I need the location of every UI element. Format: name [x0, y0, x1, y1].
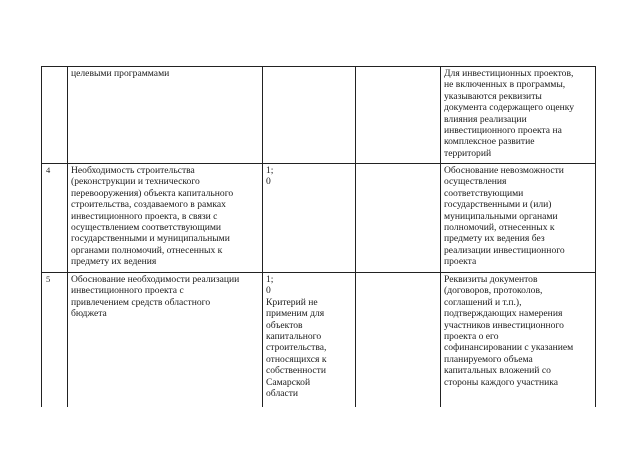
empty-cell: [356, 273, 441, 408]
table-row: [42, 67, 596, 164]
criterion-value: [263, 67, 356, 164]
criterion-note: Реквизиты документов (договоров, протоколов, соглашений и т.п.), подтверждающих намерения участников инвестиционного проекта о его софинансировании с указанием планируемого объема капитальных вложений со стороны каждого участника: [441, 273, 596, 408]
criterion-note: Для инвестиционных проектов, не включенных в программы, указываются реквизиты документа содержащего оценку влияния реализации инвестиционного проекта на комплексное развитие территорий: [441, 67, 596, 164]
row-number: [42, 67, 68, 164]
table-row: [42, 273, 596, 408]
empty-cell: [356, 67, 441, 164]
criteria-table: [41, 66, 596, 407]
row-number: 4: [42, 164, 68, 273]
empty-cell: [356, 164, 441, 273]
criterion-text: Необходимость строительства (реконструкции и технического перевооружения) объекта капитального строительства, создаваемого в рамках инвестиционного проекта, в связи с осуществлением соответствующими государственными и муниципальными органами полномочий, отнесенных к предмету их ведения: [68, 164, 263, 273]
row-number: 5: [42, 273, 68, 408]
criterion-value: 1; 0 Критерий не применим для объектов капитального строительства, относящихся к собственности Самарской области: [263, 273, 356, 408]
table-row: [42, 164, 596, 273]
criterion-note: Обоснование невозможности осуществления соответствующими государственными и (или) муниципальными органами полномочий, отнесенных к предмету их ведения без реализации инвестиционного проекта: [441, 164, 596, 273]
criterion-text: Обоснование необходимости реализации инвестиционного проекта с привлечением средств областного бюджета: [68, 273, 263, 408]
criterion-value: 1; 0: [263, 164, 356, 273]
criterion-text: целевыми программами: [68, 67, 263, 164]
